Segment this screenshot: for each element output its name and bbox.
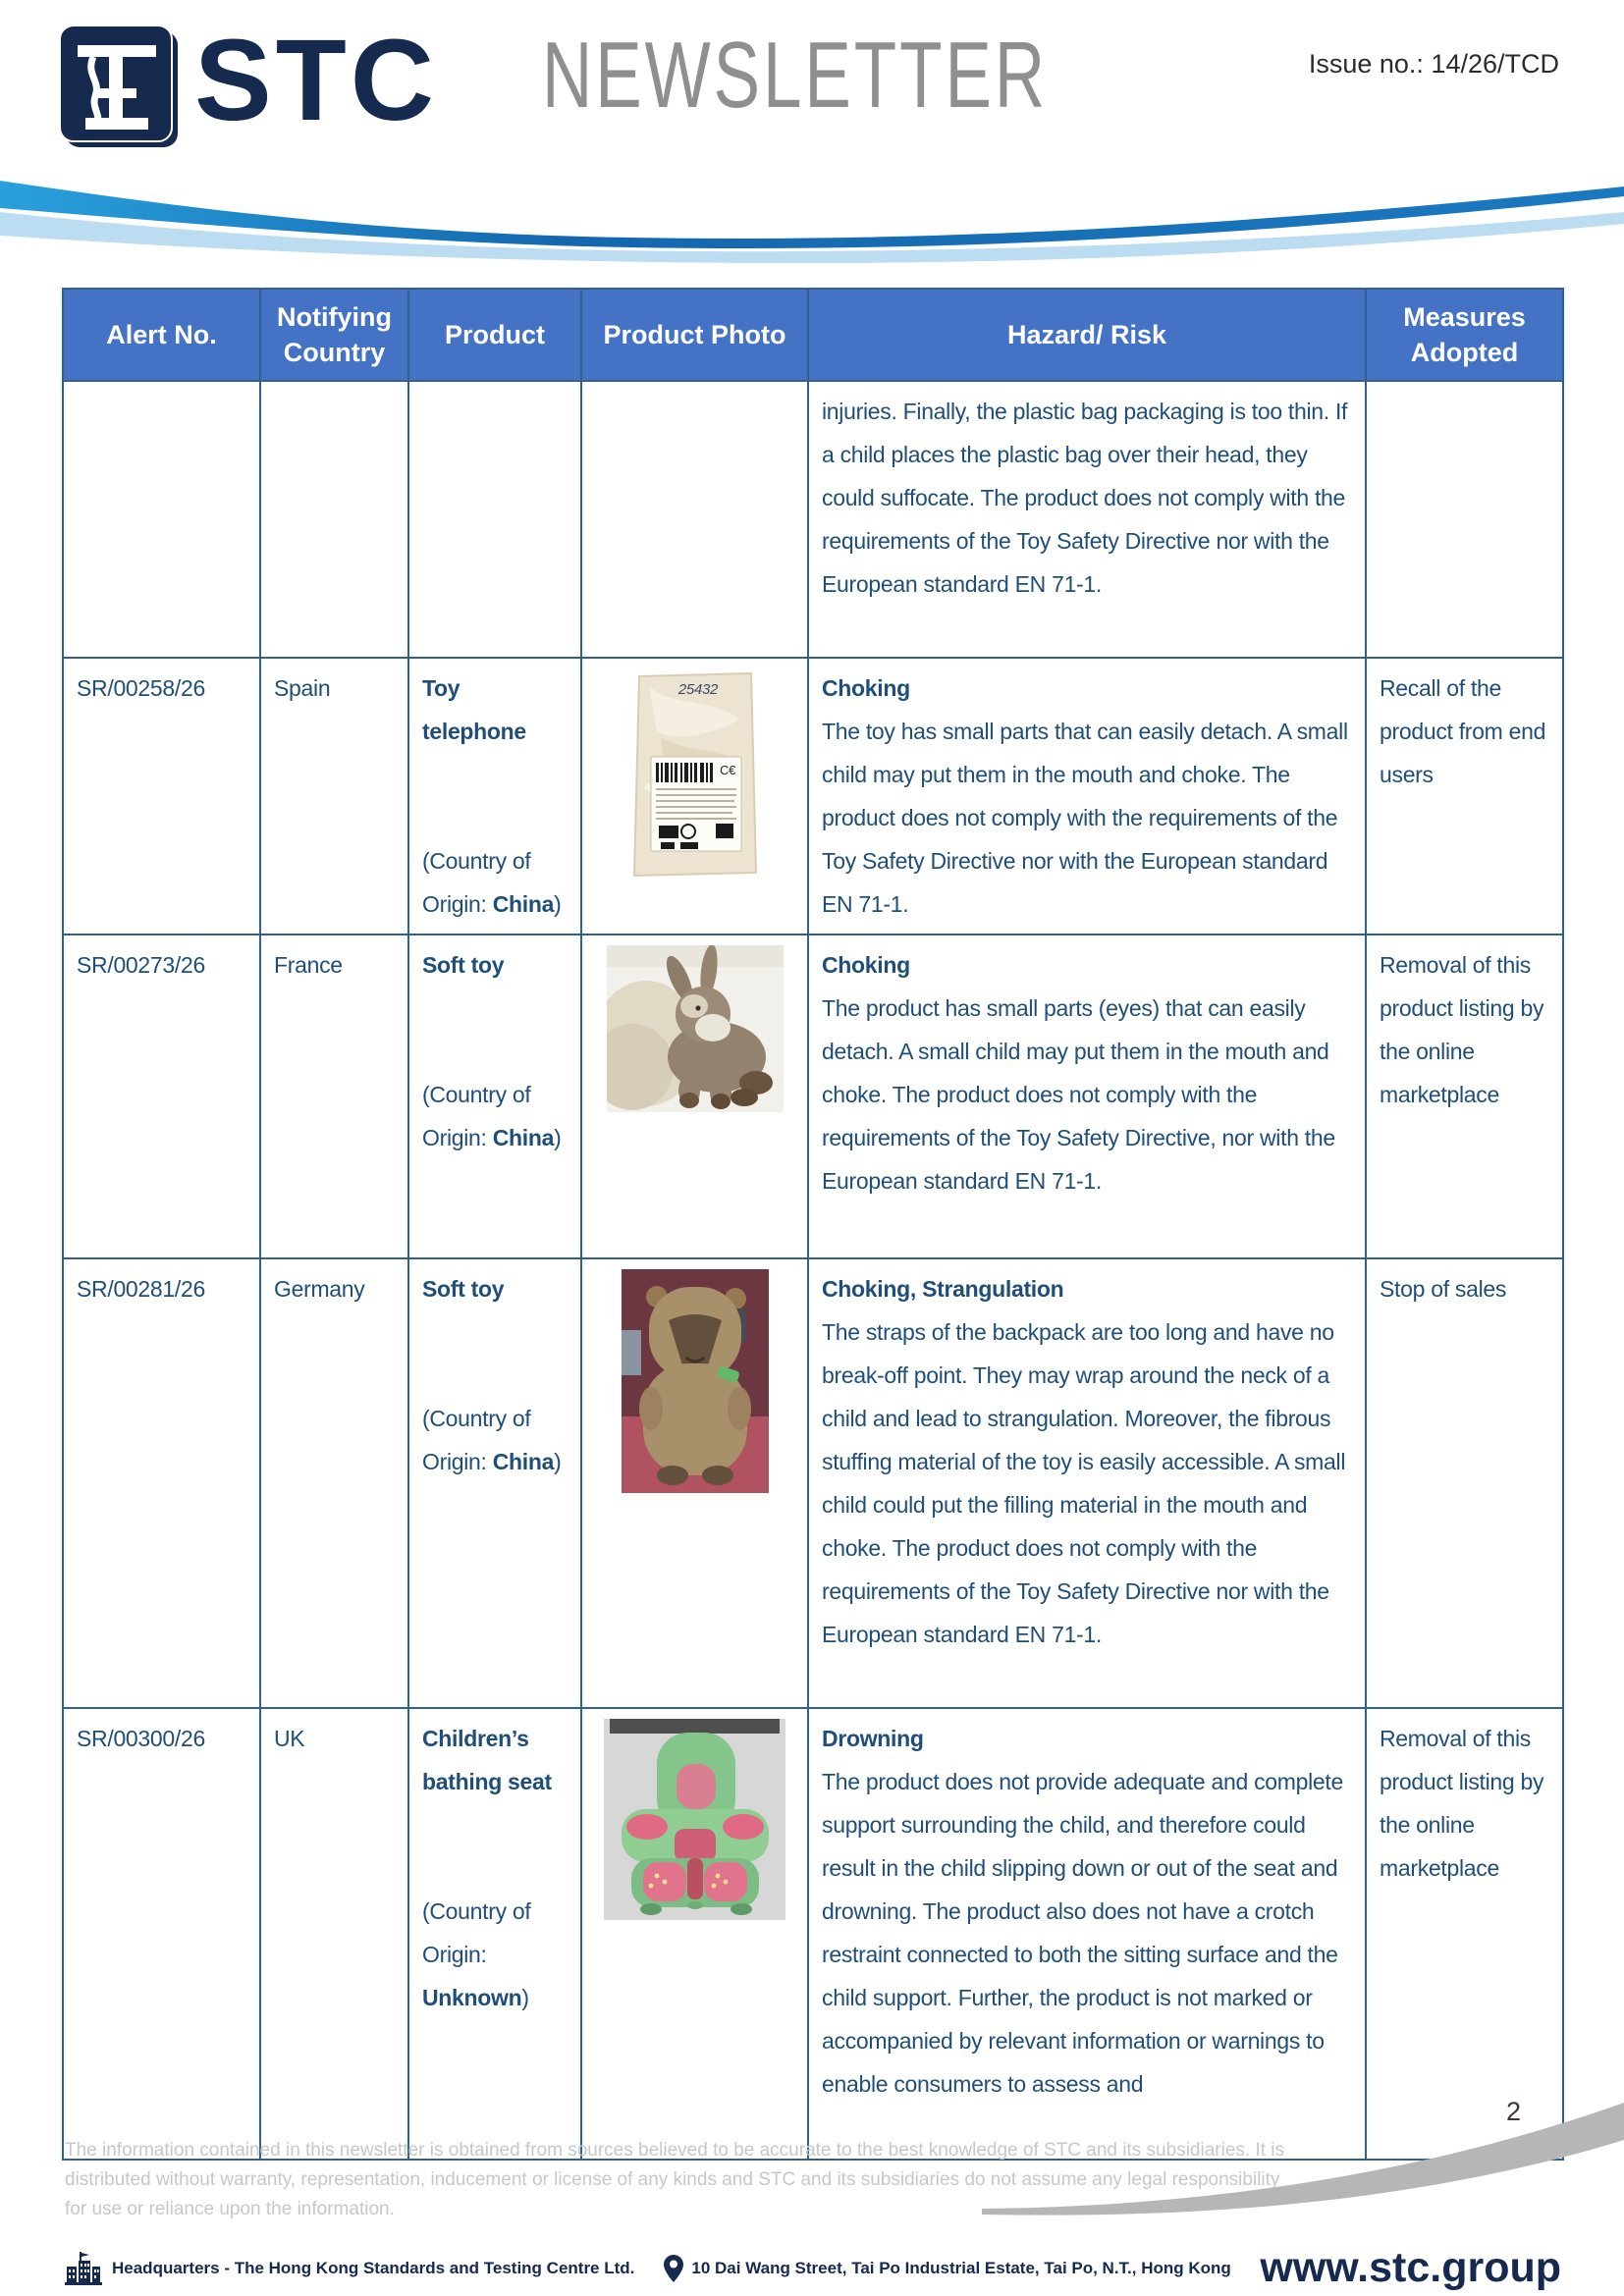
col-header-product-photo: Product Photo	[581, 289, 808, 381]
product-photo-cell	[582, 1259, 807, 1707]
alert-no-cell: SR/00273/26	[77, 952, 205, 978]
country-of-origin: (Country of Origin: China)	[422, 1406, 562, 1474]
measures-cell: Recall of the product from end users	[1380, 675, 1546, 787]
issue-number: Issue no.: 14/26/TCD	[1308, 49, 1559, 79]
hazard-text: The toy has small parts that can easily detach. A small child may put them in the mouth and choke. The product does not comply with the requirements of the Toy Safety Directive nor with the European standard EN 71-1.	[822, 719, 1348, 917]
col-header-alert-no: Alert No.	[63, 289, 260, 381]
hazard-text: The straps of the backpack are too long and have no break-off point. They may wrap around the neck of a child and lead to strangulation. Moreover, the fibrous stuffing material of the toy is easily accessible. A small child could put the filling material in the mouth and choke. The product does not comply with the requirements of the Toy Safety Directive nor with the European standard EN 71-1.	[822, 1319, 1346, 1647]
measures-cell: Removal of this product listing by the online marketplace	[1380, 1726, 1544, 1881]
hazard-title: Choking	[822, 675, 910, 701]
country-cell: Germany	[274, 1276, 365, 1302]
hazard-cell	[809, 659, 1365, 932]
hazard-text: injuries. Finally, the plastic bag packaging is too thin. If a child places the plastic bag over their head, they could suffocate. The product does not comply with the requirements of the Toy Safety Directive nor with the European standard EN 71-1.	[822, 399, 1348, 597]
product-name: Children’s bathing seat	[422, 1726, 552, 1794]
page-number: 2	[1506, 2097, 1522, 2126]
location-pin-icon	[664, 2255, 683, 2282]
hazard-text: The product has small parts (eyes) that can easily detach. A small child may put them in the mouth and choke. The product does not comply with the requirements of the Toy Safety Directive, nor with the European standard EN 71-1.	[822, 995, 1335, 1194]
hazard-cell	[809, 1259, 1365, 1705]
svg-text:25432: 25432	[677, 681, 718, 698]
footer-address-bar	[65, 2244, 1561, 2292]
newsletter-title: NEWSLETTER	[542, 23, 1049, 128]
headquarters-label: Headquarters - The Hong Kong Standards and Testing Centre Ltd.	[112, 2258, 635, 2277]
hazard-title: Choking, Strangulation	[822, 1276, 1064, 1302]
hazard-title: Choking	[822, 952, 910, 978]
table-row	[63, 934, 1563, 1258]
col-header-product: Product	[408, 289, 581, 381]
product-cell	[409, 382, 580, 655]
table-row	[63, 658, 1563, 934]
product-name: Toy telephone	[422, 675, 526, 744]
country-of-origin: (Country of Origin: Unknown)	[422, 1898, 531, 2010]
measures-cell	[1367, 382, 1562, 655]
country-cell	[261, 382, 407, 655]
col-header-notifying-country: Notifying Country	[260, 289, 408, 381]
soft-toy-capybara-photo	[622, 1269, 769, 1493]
table-header-row	[63, 289, 1563, 381]
header-wave-decoration	[0, 175, 1624, 265]
product-cell	[409, 935, 580, 1255]
address-text: 10 Dai Wang Street, Tai Po Industrial Estate, Tai Po, N.T., Hong Kong	[691, 2258, 1231, 2277]
product-name: Soft toy	[422, 952, 505, 978]
alert-no-cell: SR/00258/26	[77, 675, 205, 701]
product-photo-cell	[582, 659, 807, 934]
toy-telephone-packaging-photo	[622, 668, 769, 880]
website-link[interactable]: www.stc.group	[1260, 2244, 1561, 2291]
country-cell: UK	[274, 1726, 305, 1751]
country-cell: Spain	[274, 675, 331, 701]
stc-logo-wordmark: STC	[194, 16, 438, 145]
disclaimer-text: The information contained in this newsletter is obtained from sources believed to be accurate to the best knowledge of STC and its subsidiaries. It is distributed without warranty, representation, inducement or license of any kinds and STC and its subsidiaries do not assume any legal responsibility for use or reliance upon the information.	[65, 2140, 1284, 2219]
hazard-text: The product does not provide adequate and complete support surrounding the child, and therefore could result in the child slipping down or out of the seat and drowning. The product also does not have a crotch restraint connected to both the sitting surface and the child support. Further, the product is not marked or accompanied by relevant information or warnings to enable consumers to assess and	[822, 1769, 1343, 2097]
childrens-bathing-seat-photo	[604, 1719, 785, 1920]
hazard-cell	[809, 382, 1365, 655]
building-icon	[65, 2252, 102, 2285]
alert-no-cell: SR/00281/26	[77, 1276, 205, 1302]
alert-no-cell	[64, 382, 259, 655]
svg-text:C€: C€	[719, 763, 735, 777]
measures-cell: Stop of sales	[1380, 1276, 1507, 1302]
footer-swoosh-decoration	[982, 2089, 1624, 2226]
safety-alerts-table	[62, 288, 1564, 2161]
product-cell	[409, 1709, 580, 2157]
product-photo-cell	[582, 382, 807, 657]
table-row	[63, 381, 1563, 658]
country-of-origin: (Country of Origin: China)	[422, 1082, 562, 1150]
soft-toy-donkey-photo	[607, 945, 784, 1112]
hazard-cell	[809, 935, 1365, 1255]
product-photo-cell	[582, 935, 807, 1257]
col-header-hazard-risk: Hazard/ Risk	[808, 289, 1366, 381]
hazard-title: Drowning	[822, 1726, 924, 1751]
stc-seal-icon	[56, 24, 184, 153]
measures-cell: Removal of this product listing by the online marketplace	[1380, 952, 1544, 1107]
product-name: Soft toy	[422, 1276, 505, 1302]
country-of-origin: (Country of Origin: China)	[422, 848, 562, 917]
product-photo-cell	[582, 1709, 807, 2159]
product-cell	[409, 659, 580, 932]
alert-no-cell: SR/00300/26	[77, 1726, 205, 1751]
product-cell	[409, 1259, 580, 1705]
country-cell: France	[274, 952, 343, 978]
col-header-measures-adopted: Measures Adopted	[1366, 289, 1563, 381]
table-row	[63, 1258, 1563, 1708]
